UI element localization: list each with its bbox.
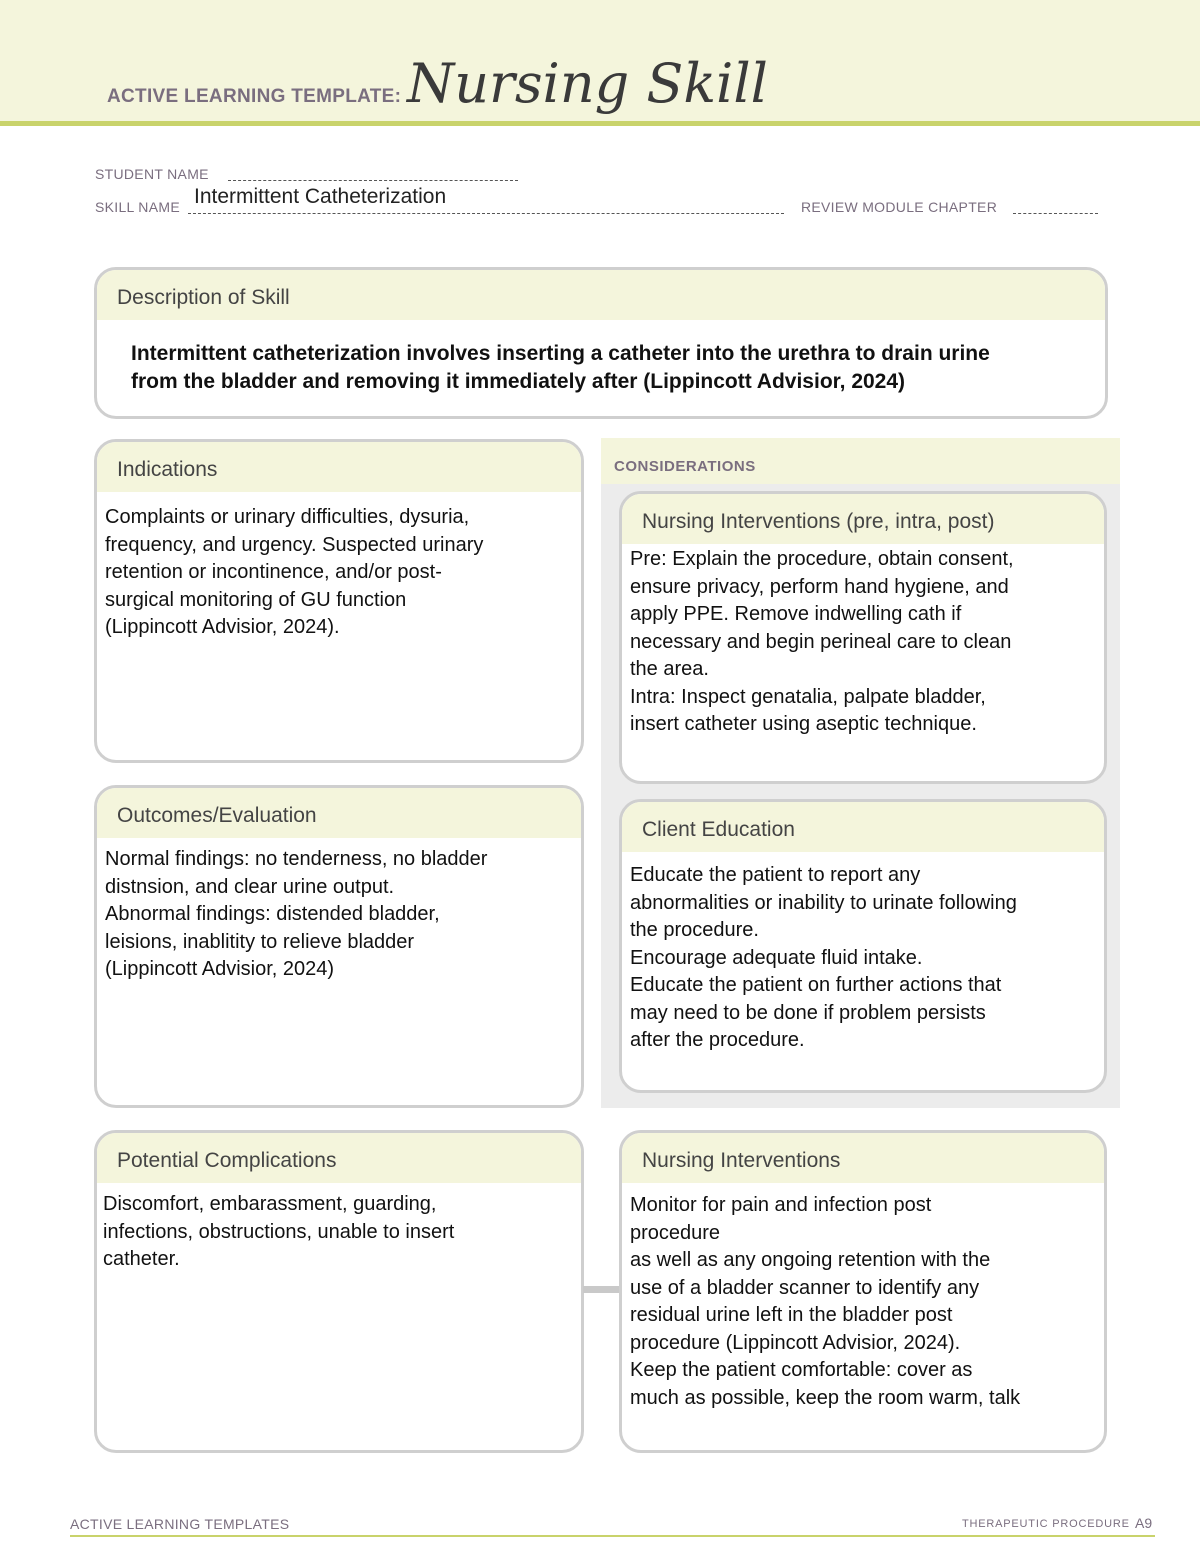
nursing-interventions-box — [619, 1130, 1107, 1453]
client-education-box — [619, 799, 1107, 1093]
complications-title: Potential Complications — [97, 1133, 581, 1183]
nursing-interventions-pre-text: Pre: Explain the procedure, obtain consent, ensure privacy, perform hand hygiene, and apply PPE. Remove indwelling cath if necessary and begin perineal care to clean the area. Intra: Inspect genatalia, palpate bladder, insert catheter using aseptic technique. — [630, 548, 1014, 735]
template-label: ACTIVE LEARNING TEMPLATE: — [107, 86, 402, 107]
student-name-label: STUDENT NAME — [95, 166, 209, 182]
indications-box — [94, 439, 584, 763]
student-name-field[interactable] — [228, 180, 518, 181]
outcomes-text: Normal findings: no tenderness, no bladder distnsion, and clear urine output. Abnormal findings: distended bladder, leisions, inablitity to relieve bladder (Lippincott Advisior, 2024) — [105, 848, 488, 980]
template-title: Nursing Skill — [407, 52, 768, 115]
footer-right: THERAPEUTIC PROCEDURE — [962, 1518, 1130, 1530]
description-title: Description of Skill — [97, 270, 1105, 320]
description-text: Intermittent catheterization involves inserting a catheter into the urethra to drain urine from the bladder and removing it immediately after (Lippincott Advisior, 2024) — [131, 342, 990, 393]
connector-line — [583, 1286, 621, 1293]
indications-text: Complaints or urinary difficulties, dysuria, frequency, and urgency. Suspected urinary retention or incontinence, and/or post- surgical monitoring of GU function (Lippincott Advisior, 2024). — [105, 506, 484, 638]
nursing-interventions-pre-box — [619, 491, 1107, 784]
nursing-interventions-title: Nursing Interventions — [622, 1133, 1104, 1183]
outcomes-box — [94, 785, 584, 1108]
review-module-label: REVIEW MODULE CHAPTER — [801, 199, 998, 215]
complications-text: Discomfort, embarassment, guarding, infections, obstructions, unable to insert catheter. — [103, 1193, 455, 1270]
footer-rule — [70, 1535, 1155, 1537]
skill-name-label: SKILL NAME — [95, 199, 180, 215]
skill-name-line — [188, 213, 784, 214]
footer-page-number: A9 — [1135, 1515, 1153, 1531]
indications-title: Indications — [97, 442, 581, 492]
considerations-label: CONSIDERATIONS — [614, 458, 756, 475]
nursing-interventions-text: Monitor for pain and infection post procedure as well as any ongoing retention with the use of a bladder scanner to identify any residual urine left in the bladder post procedure (Lippincott Advisior, 2024). Keep the patient comfortable: cover as much as possible, keep the room warm, talk — [630, 1194, 1021, 1409]
description-box — [94, 267, 1108, 419]
outcomes-title: Outcomes/Evaluation — [97, 788, 581, 838]
nursing-interventions-pre-title: Nursing Interventions (pre, intra, post) — [622, 494, 1104, 544]
complications-box — [94, 1130, 584, 1453]
header-rule — [0, 121, 1200, 126]
client-education-text: Educate the patient to report any abnormalities or inability to urinate following the procedure. Encourage adequate fluid intake. Educate the patient on further actions that may need to be done if problem persists after the procedure. — [630, 864, 1017, 1051]
skill-name-field[interactable]: Intermittent Catheterization — [194, 185, 447, 208]
footer-left: ACTIVE LEARNING TEMPLATES — [70, 1516, 290, 1532]
review-module-field[interactable] — [1013, 213, 1098, 214]
client-education-title: Client Education — [622, 802, 1104, 852]
